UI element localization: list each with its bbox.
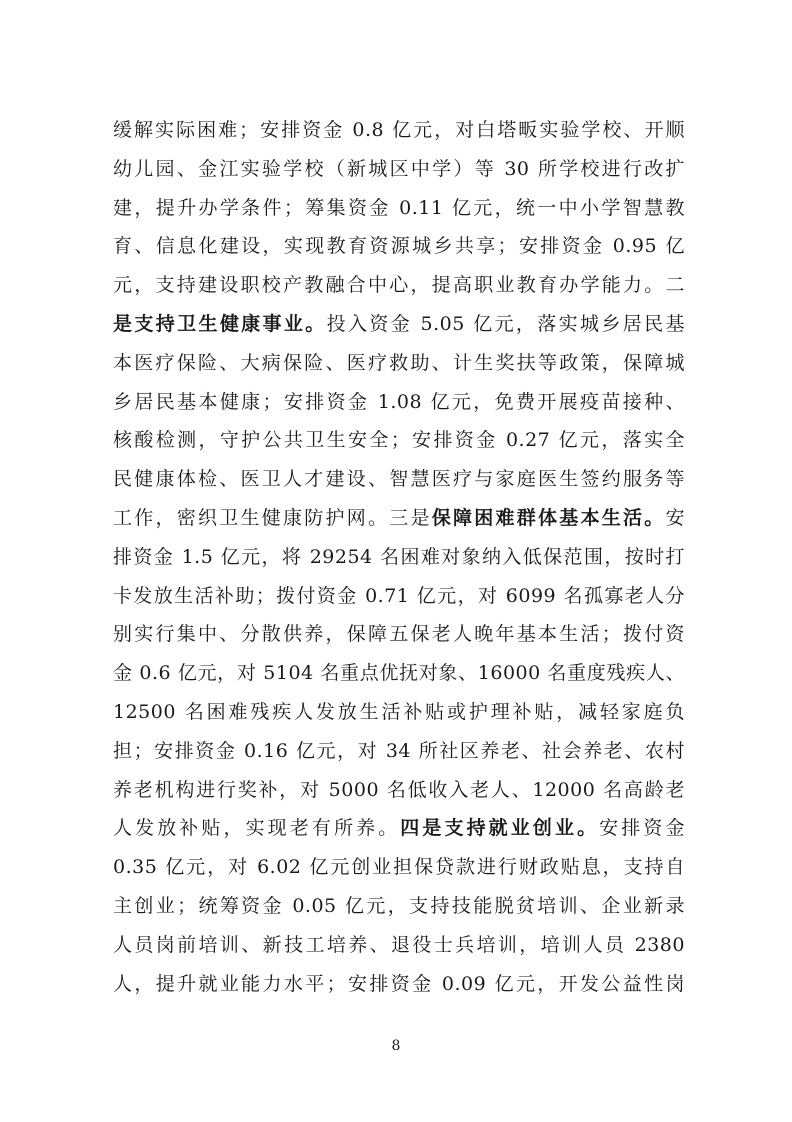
- text-line: [113, 266, 685, 305]
- text-line: [113, 771, 685, 810]
- bold-heading-segment: 保障困难群体基本生活。: [431, 506, 666, 529]
- text-segment: 工作，密织卫生健康防护网。三是: [113, 506, 432, 529]
- text-line: [113, 150, 685, 189]
- text-line: [113, 965, 685, 1004]
- text-line: [113, 577, 685, 616]
- document-body: [113, 111, 685, 1003]
- text-segment: 养老机构进行奖补，对 5000 名低收入老人、12000 名高龄老: [113, 778, 685, 801]
- text-segment: 别实行集中、分散供养，保障五保老人晚年基本生活；拨付资: [113, 623, 685, 646]
- text-line: [113, 421, 685, 460]
- text-segment: 乡居民基本健康；安排资金 1.08 亿元，免费开展疫苗接种、: [113, 390, 685, 413]
- text-segment: 12500 名困难残疾人发放生活补贴或护理补贴，减轻家庭负: [113, 700, 685, 723]
- text-segment: 缓解实际困难；安排资金 0.8 亿元，对白塔畈实验学校、开顺: [113, 119, 685, 141]
- text-segment: 人，提升就业能力水平；安排资金 0.09 亿元，开发公益性岗: [113, 972, 685, 995]
- text-segment: 排资金 1.5 亿元，将 29254 名困难对象纳入低保范围，按时打: [113, 545, 685, 568]
- text-line: [113, 887, 685, 926]
- text-line: [113, 189, 685, 228]
- text-segment: 育、信息化建设，实现教育资源城乡共享；安排资金 0.95 亿: [113, 235, 685, 258]
- text-line: [113, 693, 685, 732]
- text-line: [113, 654, 685, 693]
- text-segment: 元，支持建设职校产教融合中心，提高职业教育办学能力。二: [113, 274, 685, 297]
- text-segment: 主创业；统筹资金 0.05 亿元，支持技能脱贫培训、企业新录: [113, 894, 685, 917]
- text-segment: 卡发放生活补助；拨付资金 0.71 亿元，对 6099 名孤寡老人分: [113, 584, 685, 607]
- text-segment: 民健康体检、医卫人才建设、智慧医疗与家庭医生签约服务等: [113, 468, 685, 491]
- text-segment: 投入资金 5.05 亿元，落实城乡居民基: [326, 312, 685, 335]
- text-line: [113, 344, 685, 383]
- text-line: [113, 732, 685, 771]
- text-line: [113, 809, 685, 848]
- text-segment: 核酸检测，守护公共卫生安全；安排资金 0.27 亿元，落实全: [113, 429, 685, 452]
- text-line: [113, 227, 685, 266]
- text-segment: 担；安排资金 0.16 亿元，对 34 所社区养老、社会养老、农村: [113, 739, 685, 762]
- text-line: [113, 111, 685, 150]
- text-segment: 人发放补贴，实现老有所养。: [113, 817, 401, 840]
- text-line: [113, 499, 685, 538]
- text-line: [113, 848, 685, 887]
- text-segment: 安排资金: [599, 817, 685, 840]
- bold-heading-segment: 是支持卫生健康事业。: [113, 312, 327, 335]
- text-segment: 金 0.6 亿元，对 5104 名重点优抚对象、16000 名重度残疾人、: [113, 662, 685, 685]
- text-segment: 安: [665, 506, 685, 529]
- bold-heading-segment: 四是支持就业创业。: [400, 817, 600, 840]
- text-segment: 建，提升办学条件；筹集资金 0.11 亿元，统一中小学智慧教: [113, 196, 685, 219]
- text-line: [113, 383, 685, 422]
- text-segment: 人员岗前培训、新技工培养、退役士兵培训，培训人员 2380: [113, 933, 685, 956]
- text-line: [113, 305, 685, 344]
- text-segment: 幼儿园、金江实验学校（新城区中学）等 30 所学校进行改扩: [113, 157, 685, 180]
- page-number: 8: [391, 1038, 401, 1054]
- text-line: [113, 615, 685, 654]
- text-line: [113, 538, 685, 577]
- text-line: [113, 460, 685, 499]
- text-segment: 0.35 亿元，对 6.02 亿元创业担保贷款进行财政贴息，支持自: [113, 856, 685, 879]
- text-line: [113, 926, 685, 965]
- text-segment: 本医疗保险、大病保险、医疗救助、计生奖扶等政策，保障城: [113, 351, 685, 374]
